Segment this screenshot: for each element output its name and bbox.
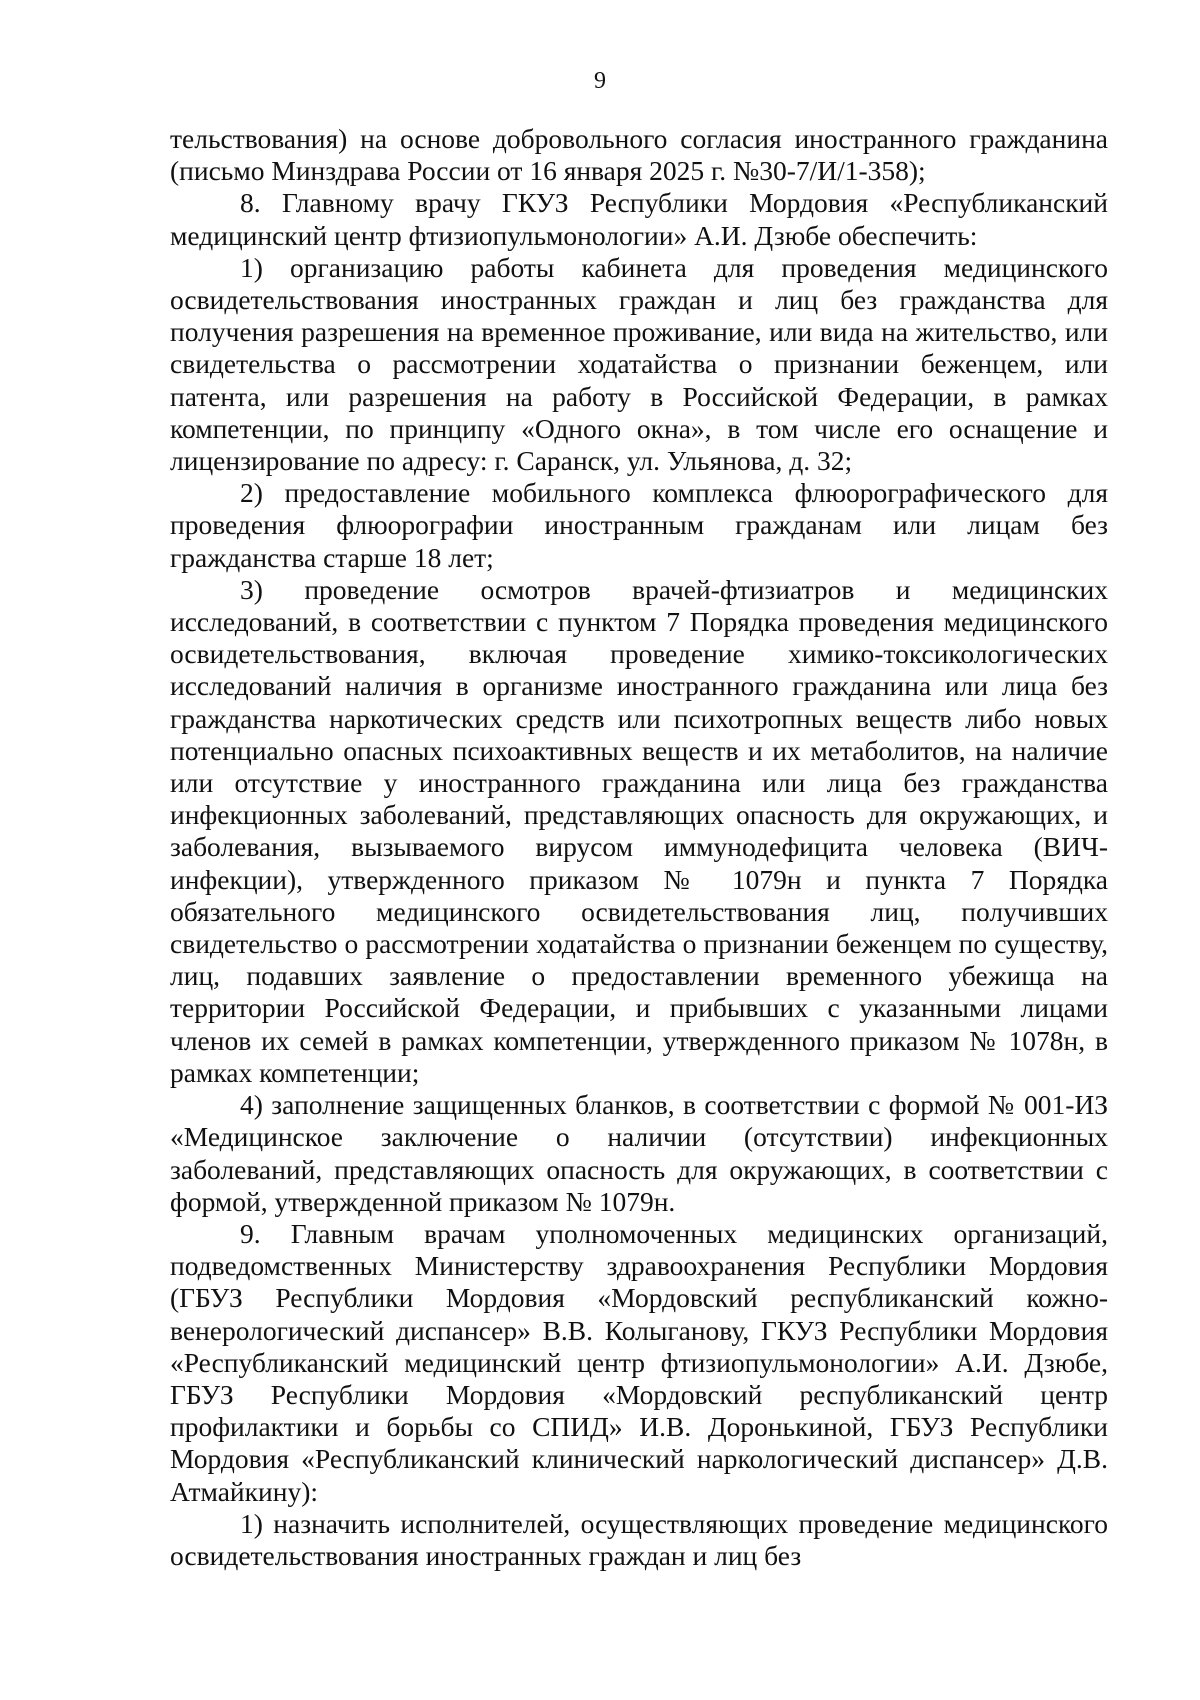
paragraph-continuation: тельствования) на основе добровольного согласия иностранного гражданина (письмо Минздрава России от 16 января 2025 г. №30-7/И/1-358); [170,123,1108,187]
paragraph-item-8-1: 1) организацию работы кабинета для проведения медицинского освидетельствования иностранных граждан и лиц без гражданства для получения разрешения на временное проживание, или вида на жительство, или свидетельства о рассмотрении ходатайства о признании беженцем, или патента, или разрешения на работу в Российской Федерации, в рамках компетенции, по принципу «Одного окна», в том числе его оснащение и лицензирование по адресу: г. Саранск, ул. Ульянова, д. 32; [170,251,1108,477]
paragraph-item-8-3: 3) проведение осмотров врачей-фтизиатров и медицинских исследований, в соответствии с пунктом 7 Порядка проведения медицинского освидетельствования, включая проведение химико-токсикологических исследований наличия в организме иностранного гражданина или лица без гражданства наркотических средств или психотропных веществ либо новых потенциально опасных психоактивных веществ и их метаболитов, на наличие или отсутствие у иностранного гражданина или лица без гражданства инфекционных заболеваний, представляющих опасность для окружающих, и заболевания, вызываемого вирусом иммунодефицита человека (ВИЧ-инфекции), утвержденного приказом № 1079н и пункта 7 Порядка обязательного медицинского освидетельствования лиц, получивших свидетельство о рассмотрении ходатайства о признании беженцем по существу, лиц, подавших заявление о предоставлении временного убежища на территории Российской Федерации, и прибывших с указанными лицами членов их семей в рамках компетенции, утвержденного приказом № 1078н, в рамках компетенции; [170,573,1108,1088]
document-body [170,123,1108,1572]
paragraph-item-8-2: 2) предоставление мобильного комплекса флюорографического для проведения флюорографии иностранным гражданам или лицам без гражданства старше 18 лет; [170,477,1108,573]
page-number: 9 [594,68,606,94]
paragraph-item-8-4: 4) заполнение защищенных бланков, в соответствии с формой № 001-ИЗ «Медицинское заключение о наличии (отсутствии) инфекционных заболеваний, представляющих опасность для окружающих, в соответствии с формой, утвержденной приказом № 1079н. [170,1089,1108,1217]
paragraph-item-9: 9. Главным врачам уполномоченных медицинских организаций, подведомственных Министерству здравоохранения Республики Мордовия (ГБУЗ Республики Мордовия «Мордовский республиканский кожно-венерологический диспансер» В.В. Колыганову, ГКУЗ Республики Мордовия «Республиканский медицинский центр фтизиопульмонологии» А.И. Дзюбе, ГБУЗ Республики Мордовия «Мордовский республиканский центр профилактики и борьбы со СПИД» И.В. Доронькиной, ГБУЗ Республики Мордовия «Республиканский клинический наркологический диспансер» Д.В. Атмайкину): [170,1217,1108,1507]
paragraph-item-9-1: 1) назначить исполнителей, осуществляющих проведение медицинского освидетельствования иностранных граждан и лиц без [170,1507,1108,1571]
paragraph-item-8: 8. Главному врачу ГКУЗ Республики Мордовия «Республиканский медицинский центр фтизиопульмонологии» А.И. Дзюбе обеспечить: [170,187,1108,251]
